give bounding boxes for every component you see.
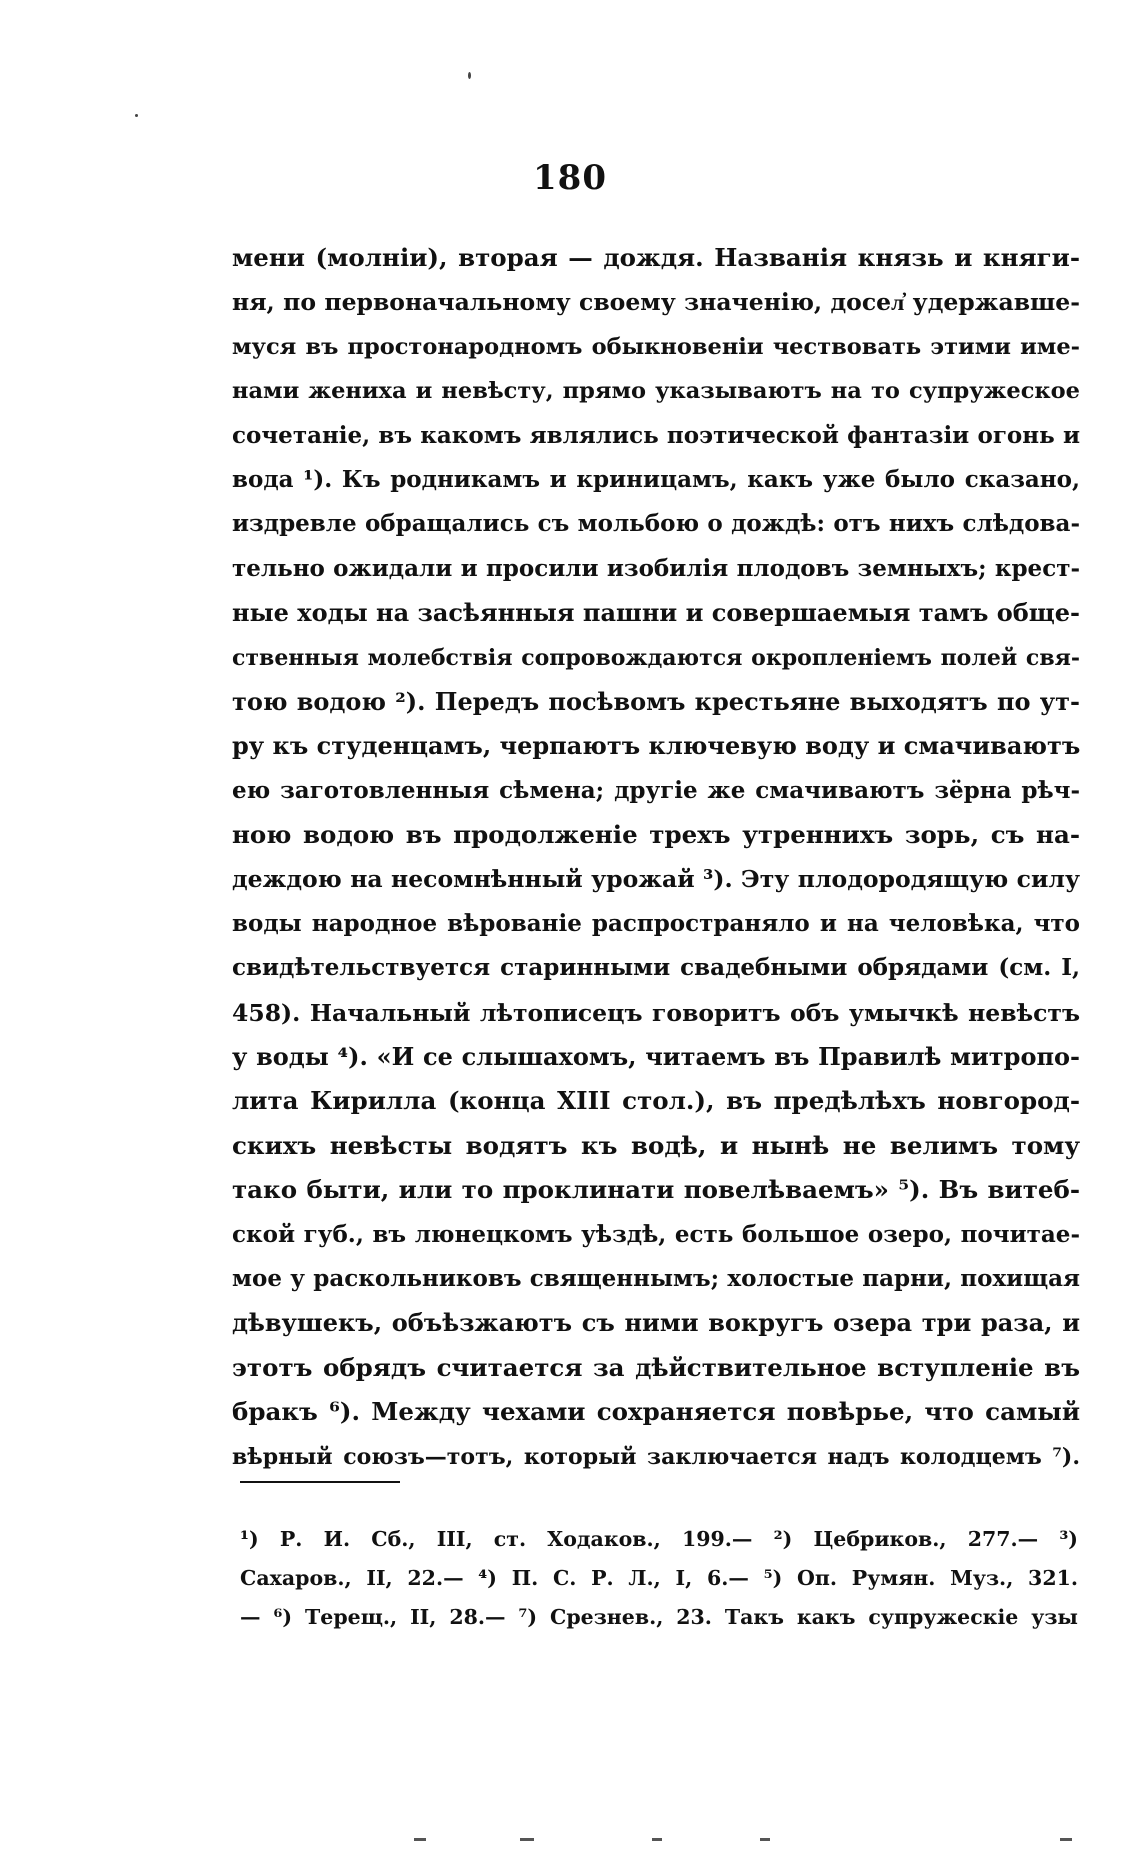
text-line: тако быти, или то проклинати повелѣваемъ» ⁵). Въ витеб- bbox=[232, 1175, 1080, 1205]
text-line: бракъ ⁶). Между чехами сохраняется повѣрье, что самый bbox=[232, 1397, 1080, 1427]
scan-edge-mark bbox=[652, 1838, 662, 1841]
text-line: муся въ простонародномъ обыкновеніи чествовать этими име- bbox=[232, 333, 1080, 360]
text-line: свидѣтельствуется старинными свадебными обрядами (см. I, bbox=[232, 954, 1080, 982]
text-line: ру къ студенцамъ, черпаютъ ключевую воду и смачиваютъ bbox=[232, 731, 1080, 761]
scan-edge-mark bbox=[414, 1838, 426, 1841]
text-line: нами жениха и невѣсту, прямо указываютъ на то супружеское bbox=[232, 378, 1080, 405]
text-line: ею заготовленныя сѣмена; другіе же смачиваютъ зёрна рѣч- bbox=[232, 776, 1080, 804]
text-line: вѣрный союзъ—тотъ, который заключается надъ колодцемъ ⁷). bbox=[232, 1443, 1080, 1470]
text-line: сочетаніе, въ какомъ являлись поэтической фантазіи огонь и bbox=[232, 421, 1080, 449]
text-line: этотъ обрядъ считается за дѣйствительное вступленіе въ bbox=[232, 1352, 1080, 1382]
scan-edge-mark bbox=[1060, 1838, 1072, 1841]
text-line: мое у раскольниковъ священнымъ; холостые парни, похищая bbox=[232, 1264, 1080, 1292]
body-text bbox=[232, 236, 1080, 1479]
scan-edge-mark bbox=[520, 1838, 534, 1841]
scan-speck bbox=[135, 114, 138, 117]
footnotes bbox=[240, 1520, 1078, 1637]
footnote-line: — ⁶) Терещ., II, 28.— ⁷) Срезнев., 23. Такъ какъ супружескіе узы bbox=[240, 1605, 1078, 1629]
page-number: 180 bbox=[533, 158, 607, 198]
text-line: мени (молніи), вторая — дождя. Названія князь и княги- bbox=[232, 243, 1080, 272]
text-line: ною водою въ продолженіе трехъ утреннихъ зорь, съ на- bbox=[232, 820, 1080, 850]
text-line: ные ходы на засѣянныя пашни и совершаемыя тамъ обще- bbox=[232, 598, 1080, 628]
text-line: 458). Начальный лѣтописецъ говоритъ объ умычкѣ невѣстъ bbox=[232, 998, 1080, 1027]
text-line: ственныя молебствія сопровождаются окропленіемъ полей свя- bbox=[232, 644, 1080, 671]
text-line: ской губ., въ люнецкомъ уѣздѣ, есть большое озеро, почитае- bbox=[232, 1220, 1080, 1248]
text-line: ня, по первоначальному своему значенію, досел҆ удержавше- bbox=[232, 288, 1080, 317]
text-line: скихъ невѣсты водятъ къ водѣ, и нынѣ не велимъ тому bbox=[232, 1130, 1080, 1160]
footnote-line: Сахаров., II, 22.— ⁴) П. С. Р. Л., I, 6.— ⁵) Оп. Румян. Муз., 321. bbox=[240, 1566, 1078, 1590]
footnote-line: ¹) Р. И. Сб., III, ст. Ходаков., 199.— ²) Цебриков., 277.— ³) bbox=[240, 1527, 1078, 1551]
footnote-separator bbox=[240, 1481, 400, 1483]
text-line: воды народное вѣрованіе распространяло и на человѣка, что bbox=[232, 909, 1080, 937]
text-line: лита Кирилла (конца XIII стол.), въ предѣлѣхъ новгород- bbox=[232, 1086, 1080, 1116]
text-line: у воды ⁴). «И се слышахомъ, читаемъ въ Правилѣ митропо- bbox=[232, 1042, 1080, 1072]
scan-speck bbox=[468, 72, 471, 79]
text-line: деждою на несомнѣнный урожай ³). Эту плодородящую силу bbox=[232, 865, 1080, 894]
scan-edge-mark bbox=[760, 1838, 770, 1841]
text-line: тельно ожидали и просили изобилія плодовъ земныхъ; крест- bbox=[232, 554, 1080, 582]
text-line: вода ¹). Къ родникамъ и криницамъ, какъ уже было сказано, bbox=[232, 465, 1080, 493]
text-line: дѣвушекъ, объѣзжаютъ съ ними вокругъ озера три раза, и bbox=[232, 1308, 1080, 1338]
text-line: издревле обращались съ мольбою о дождѣ: отъ нихъ слѣдова- bbox=[232, 510, 1080, 538]
text-line: тою водою ²). Передъ посѣвомъ крестьяне выходятъ по ут- bbox=[232, 686, 1080, 716]
